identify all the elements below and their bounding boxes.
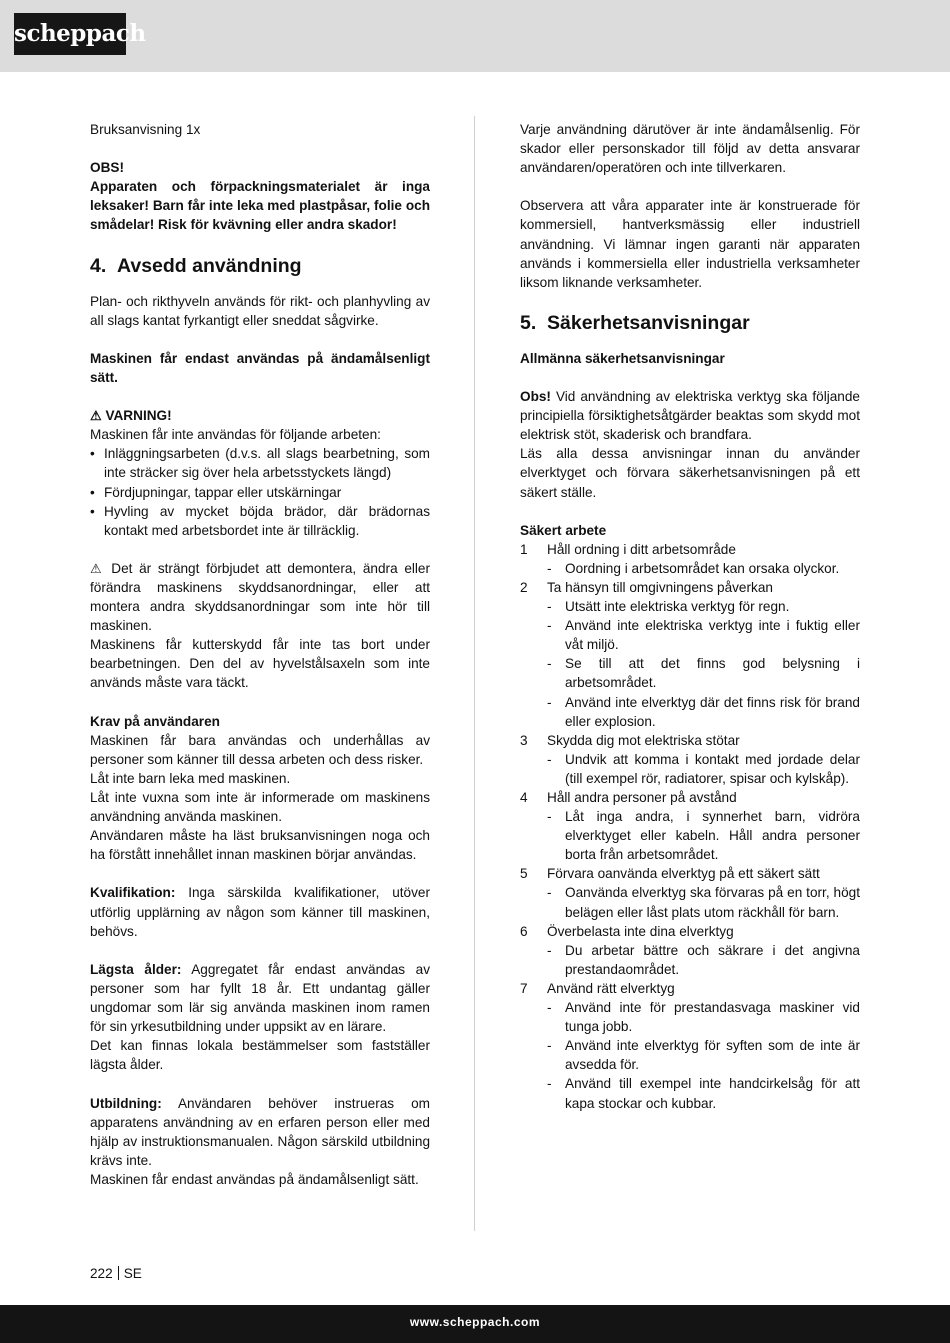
general-safety-title: Allmänna säkerhetsanvisningar [520, 350, 725, 366]
page-number [90, 1264, 142, 1283]
list-item [520, 979, 860, 998]
safe-work-title: Säkert arbete [520, 522, 607, 538]
sub-item: - Använd inte elverktyg där det finns risk för brand eller explosion. [520, 693, 860, 731]
qualification-text: Inga särskilda kvalifikationer, utöver utförlig upplärning av någon som känner till maskinen, behövs. [90, 885, 430, 939]
sub-item: - Låt inga andra, i synnerhet barn, vidröra elverktyget eller kabeln. Håll andra personer borta från arbetsområdet. [520, 807, 860, 864]
page-separator [118, 1266, 119, 1280]
list-item [520, 864, 860, 883]
list-item [520, 788, 860, 807]
obs-label: Obs! [520, 389, 551, 405]
obs-title: OBS! [90, 160, 124, 176]
section-4-bold-note: Maskinen får endast användas på ändamålsenligt sätt. [90, 350, 430, 385]
obs-body: Apparaten och förpackningsmaterialet är inga leksaker! Barn får inte leka med plastpåsar, folie och smådelar! Risk för kvävning eller andra skador! [90, 179, 430, 233]
minimum-age-note: Det kan finnas lokala bestämmelser som fastställer lägsta ålder. [90, 1038, 430, 1073]
website-link[interactable]: www.scheppach.com [409, 1315, 540, 1329]
section-4-number: 4. [90, 254, 107, 277]
warning-triangle-icon: ⚠ [90, 408, 102, 424]
warning-list [90, 444, 430, 539]
warning-intro: Maskinen får inte användas för följande arbeten: [90, 427, 381, 443]
item-number: 5 [520, 866, 528, 882]
sub-item: - Oordning i arbetsområdet kan orsaka olyckor. [520, 559, 860, 578]
section-4-title: Avsedd användning [117, 254, 302, 277]
list-item: • Inläggningsarbeten (d.v.s. all slags bearbetning, som inte sträcker sig över hela arbetsstyckets längd) [90, 444, 430, 482]
obs-paragraph-2: Läs alla dessa anvisningar innan du använder elverktyget och förvara säkerhetsanvisningen på ett säkert ställe. [520, 446, 860, 500]
list-item [520, 578, 860, 597]
cutter-guard-paragraph: Maskinens får kutterskydd får inte tas bort under bearbetningen. Den del av hyvelstålsaxeln som inte används måste vara täckt. [90, 637, 430, 691]
item-number: 1 [520, 541, 528, 557]
warning-heading [90, 406, 430, 425]
obs-paragraph [520, 387, 860, 444]
list-item [520, 731, 860, 750]
left-column [90, 120, 430, 1189]
training-label: Utbildning: [90, 1095, 162, 1111]
qualification-paragraph [90, 883, 430, 940]
section-4-heading [90, 254, 430, 278]
warning-2-paragraph [90, 559, 430, 635]
requirements-line: Maskinen får bara användas och underhållas av personer som känner till dessa arbeten och dess risker. [90, 732, 430, 767]
sub-item: - Använd till exempel inte handcirkelsåg för att kapa stockar och kubbar. [520, 1074, 860, 1112]
section-5-title: Säkerhetsanvisningar [547, 311, 750, 334]
requirements-title: Krav på användaren [90, 713, 220, 729]
safe-work-list [520, 540, 860, 1113]
qualification-label: Kvalifikation: [90, 885, 176, 901]
item-number: 2 [520, 579, 528, 595]
item-title: Använd rätt elverktyg [547, 980, 675, 996]
training-note: Maskinen får endast användas på ändamålsenligt sätt. [90, 1171, 419, 1187]
sub-item: - Du arbetar bättre och säkrare i det angivna prestandaområdet. [520, 941, 860, 979]
page-number-value: 222 [90, 1266, 113, 1281]
warning-title: VARNING! [105, 408, 172, 424]
language-code: SE [123, 1266, 142, 1281]
list-item [520, 540, 860, 559]
column-divider [474, 116, 475, 1231]
sub-item: - Använd inte elverktyg för syften som de inte är avsedda för. [520, 1036, 860, 1074]
sub-item: - Se till att det finns god belysning i arbetsområdet. [520, 654, 860, 692]
requirements-line: Låt inte vuxna som inte är informerade om maskinens användning använda maskinen. [90, 790, 430, 825]
item-number: 4 [520, 790, 528, 805]
item-title: Håll ordning i ditt arbetsområde [547, 541, 736, 557]
section-5-heading [520, 311, 860, 335]
commercial-use-paragraph: Observera att våra apparater inte är konstruerade för kommersiell, hantverksmässig eller industriell användning. Vi lämnar ingen garanti när apparaten används i kommersiella eller industriella verksamheter liksom liknande verksamheter. [520, 198, 860, 290]
item-title: Ta hänsyn till omgivningens påverkan [547, 579, 773, 595]
warning-triangle-icon: ⚠ [90, 560, 105, 576]
right-column [520, 120, 860, 1113]
item-title: Skydda dig mot elektriska stötar [547, 732, 740, 748]
page-footer [0, 1305, 950, 1343]
sub-item: - Undvik att komma i kontakt med jordade delar (till exempel rör, radiatorer, spisar och kylskåp). [520, 750, 860, 788]
intended-use-paragraph: Varje användning därutöver är inte ändamålsenlig. För skador eller personskador till följd av detta ansvarar användaren/operatören och inte tillverkaren. [520, 122, 860, 176]
list-item: • Fördjupningar, tappar eller utskärningar [90, 483, 430, 502]
requirements-line: Användaren måste ha läst bruksanvisningen noga och ha förstått innehållet innan maskinen börjar användas. [90, 828, 430, 863]
item-number: 3 [520, 732, 528, 748]
list-item: • Hyvling av mycket böjda brädor, där brädornas kontakt med arbetsbordet inte är tillräcklig. [90, 502, 430, 540]
training-paragraph [90, 1094, 430, 1170]
section-5-number: 5. [520, 311, 537, 334]
minimum-age-text: Aggregatet får endast användas av personer som har fyllt 18 år. Ett undantag gäller ungdomar som lär sig använda maskinen inom ramen för sin yrkesutbildning under uppsikt av en lärare. [90, 961, 431, 1035]
item-title: Håll andra personer på avstånd [547, 790, 737, 805]
sub-item: - Oanvända elverktyg ska förvaras på en torr, högt belägen eller låst plats utom räckhåll för barn. [520, 883, 860, 921]
minimum-age-paragraph [90, 960, 430, 1036]
list-item [520, 922, 860, 941]
item-number: 6 [520, 923, 528, 939]
section-4-paragraph: Plan- och rikthyveln används för rikt- och planhyvling av all slags kantat fyrkantigt eller sneddat sågvirke. [90, 293, 430, 328]
warning-2-text: Det är strängt förbjudet att demontera, ändra eller förändra maskinens skyddsanordningar, eller att montera andra skyddsanordningar som inte hör till maskinen. [90, 560, 431, 634]
training-text: Användaren behöver instrueras om apparatens användning av en erfaren person eller med hjälp av instruktionsmanualen. Någon särskild utbildning krävs inte. [90, 1095, 430, 1168]
page-header [0, 0, 950, 72]
item-title: Överbelasta inte dina elverktyg [547, 923, 734, 939]
intro-line: Bruksanvisning 1x [90, 122, 201, 137]
scheppach-logo: scheppach [14, 13, 126, 55]
sub-item: - Använd inte för prestandasvaga maskiner vid tunga jobb. [520, 998, 860, 1036]
item-number: 7 [520, 980, 528, 996]
sub-item: - Utsätt inte elektriska verktyg för regn. [520, 597, 860, 616]
minimum-age-label: Lägsta ålder: [90, 961, 182, 977]
requirements-line: Låt inte barn leka med maskinen. [90, 770, 291, 786]
item-title: Förvara oanvända elverktyg på ett säkert sätt [547, 866, 820, 882]
obs-text: Vid användning av elektriska verktyg ska följande principiella försiktighetsåtgärder beaktas som skydd mot elektrisk stöt, skaderisk och brandfara. [520, 389, 860, 443]
sub-item: - Använd inte elektriska verktyg inte i fuktig eller våt miljö. [520, 616, 860, 654]
